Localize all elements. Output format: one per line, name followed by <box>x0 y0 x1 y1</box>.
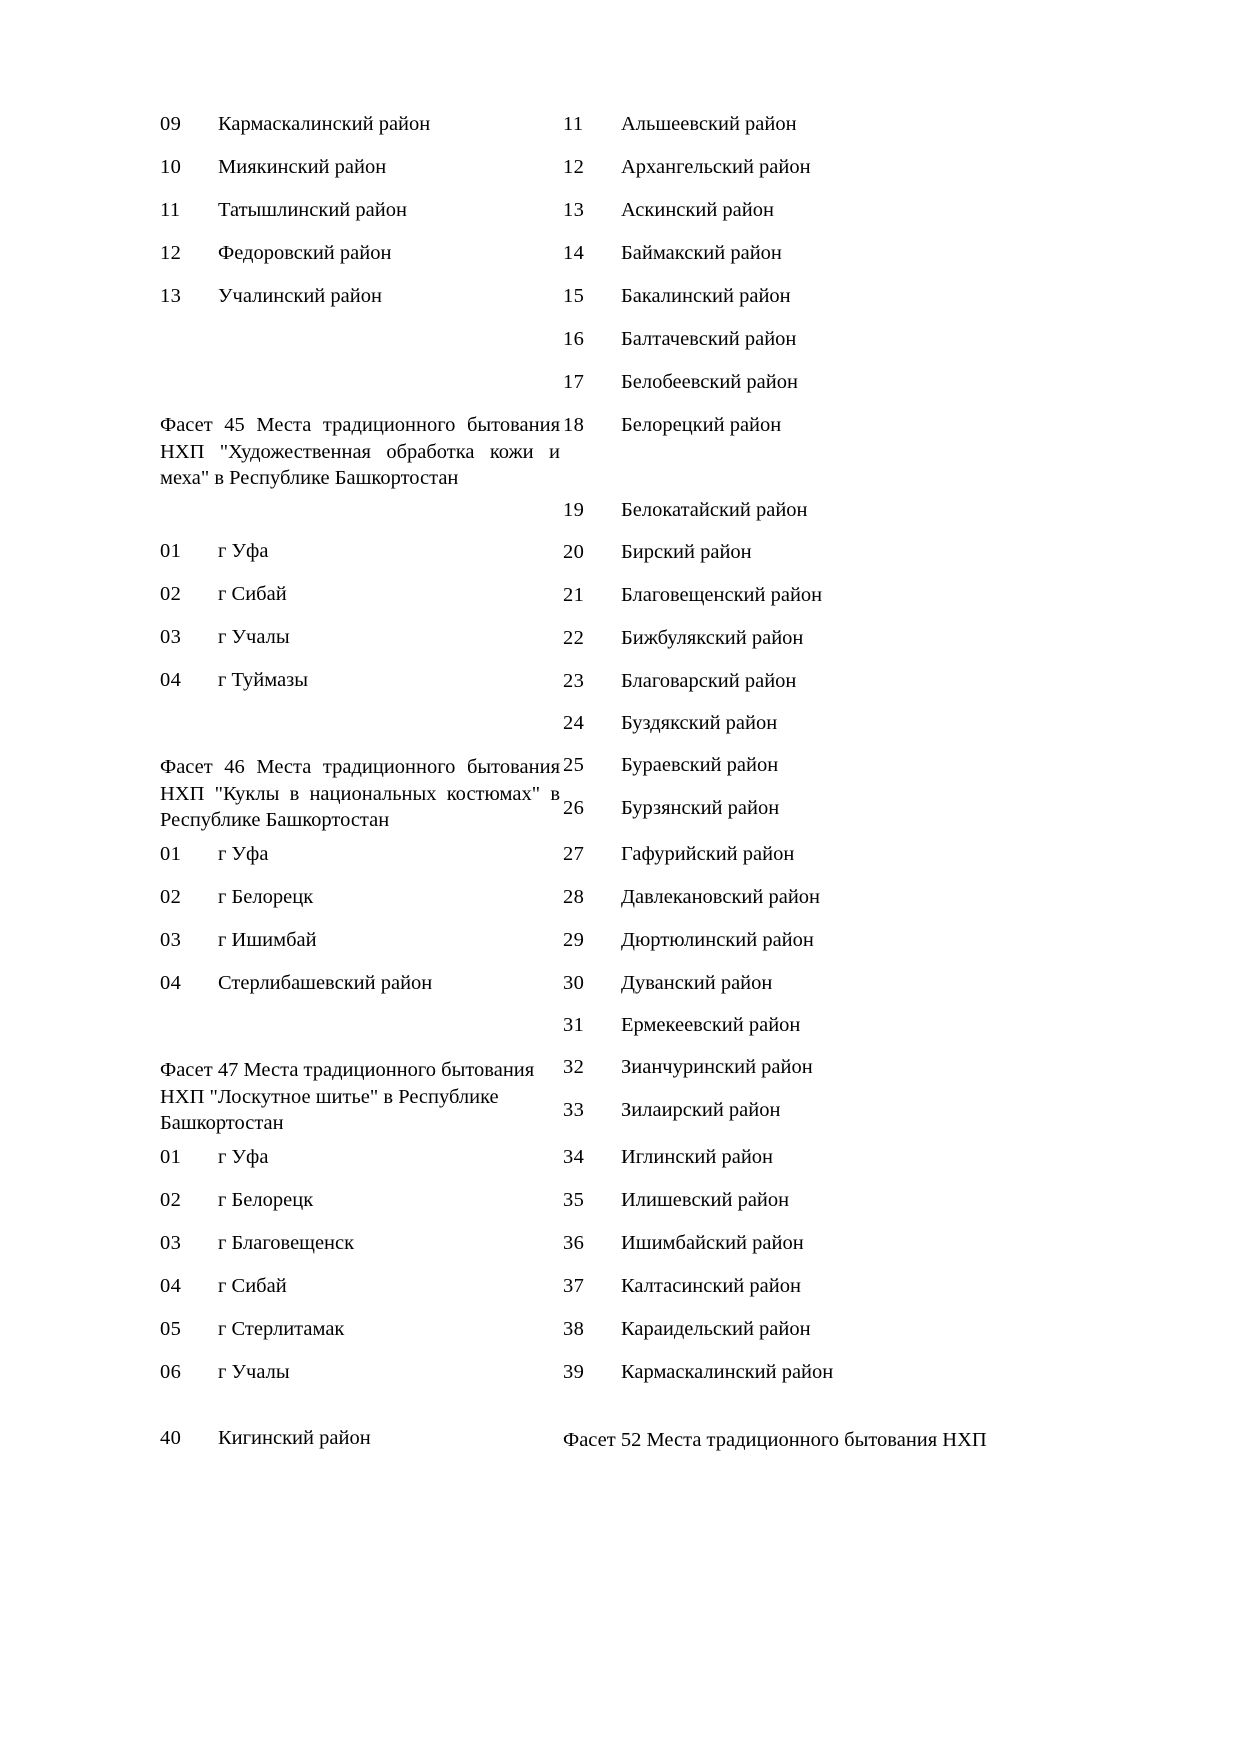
entry-label: Балтачевский район <box>621 328 797 350</box>
list-item <box>563 541 752 565</box>
entry-label: Бурзянский район <box>621 797 780 819</box>
list-item <box>160 285 382 309</box>
list-item <box>563 1318 811 1342</box>
entry-code: 32 <box>563 1056 585 1078</box>
list-item <box>160 1146 268 1170</box>
entry-code: 23 <box>563 670 585 692</box>
entry-code: 39 <box>563 1361 585 1383</box>
list-item <box>160 1189 313 1213</box>
entry-label: Кармаскалинский район <box>218 113 431 135</box>
list-item <box>563 929 814 953</box>
entry-code: 02 <box>160 1189 182 1211</box>
entry-label: Стерлибашевский район <box>218 972 433 994</box>
list-item <box>563 627 803 651</box>
list-item <box>160 583 287 607</box>
list-item <box>563 1275 801 1299</box>
entry-code: 40 <box>160 1427 182 1449</box>
entry-label: г Уфа <box>218 540 269 562</box>
list-item <box>160 156 386 180</box>
entry-label: г Туймазы <box>218 669 309 691</box>
entry-code: 11 <box>563 113 584 135</box>
entry-code: 37 <box>563 1275 585 1297</box>
entry-label: г Сибай <box>218 583 287 605</box>
entry-label: Баймакский район <box>621 242 782 264</box>
entry-label: Зилаирский район <box>621 1099 781 1121</box>
list-item <box>563 843 794 867</box>
list-item <box>563 156 811 180</box>
list-item <box>563 797 779 821</box>
entry-code: 12 <box>563 156 585 178</box>
entry-code: 01 <box>160 1146 182 1168</box>
entry-code: 34 <box>563 1146 585 1168</box>
entry-code: 29 <box>563 929 585 951</box>
entry-label: г Уфа <box>218 843 269 865</box>
list-item <box>563 972 772 996</box>
entry-label: Калтасинский район <box>621 1275 801 1297</box>
entry-label: г Учалы <box>218 626 290 648</box>
entry-code: 04 <box>160 1275 182 1297</box>
list-item <box>563 1232 804 1256</box>
list-item <box>160 972 432 996</box>
entry-label: Миякинский район <box>218 156 387 178</box>
list-item <box>563 1056 813 1080</box>
list-item <box>160 886 313 910</box>
entry-code: 22 <box>563 627 585 649</box>
facet-heading-52: Фасет 52 Места традиционного бытования НХП <box>563 1429 987 1451</box>
entry-label: Альшеевский район <box>621 113 797 135</box>
entry-code: 02 <box>160 583 182 605</box>
entry-label: Ишимбайский район <box>621 1232 804 1254</box>
entry-code: 02 <box>160 886 182 908</box>
entry-label: Белокатайский район <box>621 499 808 521</box>
entry-code: 17 <box>563 371 585 393</box>
entry-code: 21 <box>563 584 585 606</box>
entry-label: г Стерлитамак <box>218 1318 345 1340</box>
entry-code: 26 <box>563 797 585 819</box>
entry-label: г Белорецк <box>218 886 314 908</box>
entry-label: г Ишимбай <box>218 929 317 951</box>
list-item <box>160 113 430 137</box>
list-item <box>563 199 774 223</box>
entry-label: Иглинский район <box>621 1146 774 1168</box>
entry-code: 36 <box>563 1232 585 1254</box>
entry-label: Кигинский район <box>218 1427 371 1449</box>
list-item <box>563 712 777 736</box>
list-item <box>160 1275 287 1299</box>
facet-heading-45: Фасет 45 Места традиционного бытования НХП "Художественная обработка кожи и меха" в Республике Башкортостан <box>160 414 560 490</box>
entry-code: 03 <box>160 929 182 951</box>
entry-code: 05 <box>160 1318 182 1340</box>
entry-label: Буздякский район <box>621 712 778 734</box>
list-item <box>160 1318 344 1342</box>
entry-code: 35 <box>563 1189 585 1211</box>
entry-code: 25 <box>563 754 585 776</box>
entry-label: Благовещенский район <box>621 584 823 606</box>
list-item <box>160 626 290 650</box>
list-item <box>563 1014 800 1038</box>
entry-label: Бижбулякский район <box>621 627 804 649</box>
entry-label: Федоровский район <box>218 242 392 264</box>
entry-label: Учалинский район <box>218 285 382 307</box>
entry-code: 11 <box>160 199 181 221</box>
list-item <box>160 843 268 867</box>
entry-label: Дуванский район <box>621 972 773 994</box>
list-item <box>160 199 407 223</box>
entry-label: Кармаскалинский район <box>621 1361 834 1383</box>
facet-heading-46: Фасет 46 Места традиционного бытования НХП "Куклы в национальных костюмах" в Республике Башкортостан <box>160 756 560 832</box>
list-item <box>563 285 791 309</box>
list-item <box>563 1146 773 1170</box>
entry-code: 10 <box>160 156 182 178</box>
list-item <box>563 371 798 395</box>
entry-code: 04 <box>160 669 182 691</box>
list-item <box>160 929 317 953</box>
list-item <box>563 1189 789 1213</box>
entry-label: Ермекеевский район <box>621 1014 801 1036</box>
entry-code: 14 <box>563 242 585 264</box>
entry-label: Благоварский район <box>621 670 797 692</box>
list-item <box>160 1361 290 1385</box>
entry-label: Илишевский район <box>621 1189 790 1211</box>
entry-label: Бирский район <box>621 541 752 563</box>
entry-label: Белобеевский район <box>621 371 798 393</box>
entry-label: Архангельский район <box>621 156 811 178</box>
list-item <box>563 754 778 778</box>
entry-code: 30 <box>563 972 585 994</box>
entry-code: 09 <box>160 113 182 135</box>
entry-label: Бураевский район <box>621 754 779 776</box>
entry-code: 38 <box>563 1318 585 1340</box>
entry-label: Караидельский район <box>621 1318 811 1340</box>
entry-label: г Белорецк <box>218 1189 314 1211</box>
entry-label: Белорецкий район <box>621 414 782 436</box>
entry-label: Бакалинский район <box>621 285 791 307</box>
list-item <box>160 1232 354 1256</box>
entry-code: 04 <box>160 972 182 994</box>
entry-code: 13 <box>563 199 585 221</box>
entry-code: 20 <box>563 541 585 563</box>
entry-code: 03 <box>160 1232 182 1254</box>
entry-code: 33 <box>563 1099 585 1121</box>
entry-code: 18 <box>563 414 585 436</box>
entry-label: Гафурийский район <box>621 843 795 865</box>
list-item <box>160 1427 371 1451</box>
entry-label: Дюртюлинский район <box>621 929 814 951</box>
entry-code: 27 <box>563 843 585 865</box>
list-item <box>563 584 822 608</box>
entry-label: г Учалы <box>218 1361 290 1383</box>
entry-code: 13 <box>160 285 182 307</box>
list-item <box>563 499 808 523</box>
entry-code: 28 <box>563 886 585 908</box>
list-item <box>563 1099 780 1123</box>
entry-label: г Благовещенск <box>218 1232 355 1254</box>
list-item <box>563 886 820 910</box>
entry-code: 31 <box>563 1014 585 1036</box>
entry-code: 01 <box>160 843 182 865</box>
entry-label: Татышлинский район <box>218 199 407 221</box>
list-item <box>563 242 782 266</box>
list-item <box>160 669 308 693</box>
list-item <box>563 328 796 352</box>
list-item <box>160 242 391 266</box>
list-item <box>563 113 797 137</box>
entry-code: 19 <box>563 499 585 521</box>
entry-label: Давлекановский район <box>621 886 821 908</box>
entry-code: 15 <box>563 285 585 307</box>
list-item <box>160 540 268 564</box>
entry-label: Зианчуринский район <box>621 1056 813 1078</box>
entry-code: 12 <box>160 242 182 264</box>
entry-code: 01 <box>160 540 182 562</box>
entry-label: г Сибай <box>218 1275 287 1297</box>
list-item <box>563 670 796 694</box>
entry-code: 16 <box>563 328 585 350</box>
entry-label: г Уфа <box>218 1146 269 1168</box>
entry-label: Аскинский район <box>621 199 774 221</box>
entry-code: 06 <box>160 1361 182 1383</box>
entry-code: 03 <box>160 626 182 648</box>
list-item <box>563 414 781 438</box>
entry-code: 24 <box>563 712 585 734</box>
list-item <box>563 1361 833 1385</box>
facet-heading-47: Фасет 47 Места традиционного бытования НХП "Лоскутное шитье" в Республике Башкортостан <box>160 1059 535 1135</box>
